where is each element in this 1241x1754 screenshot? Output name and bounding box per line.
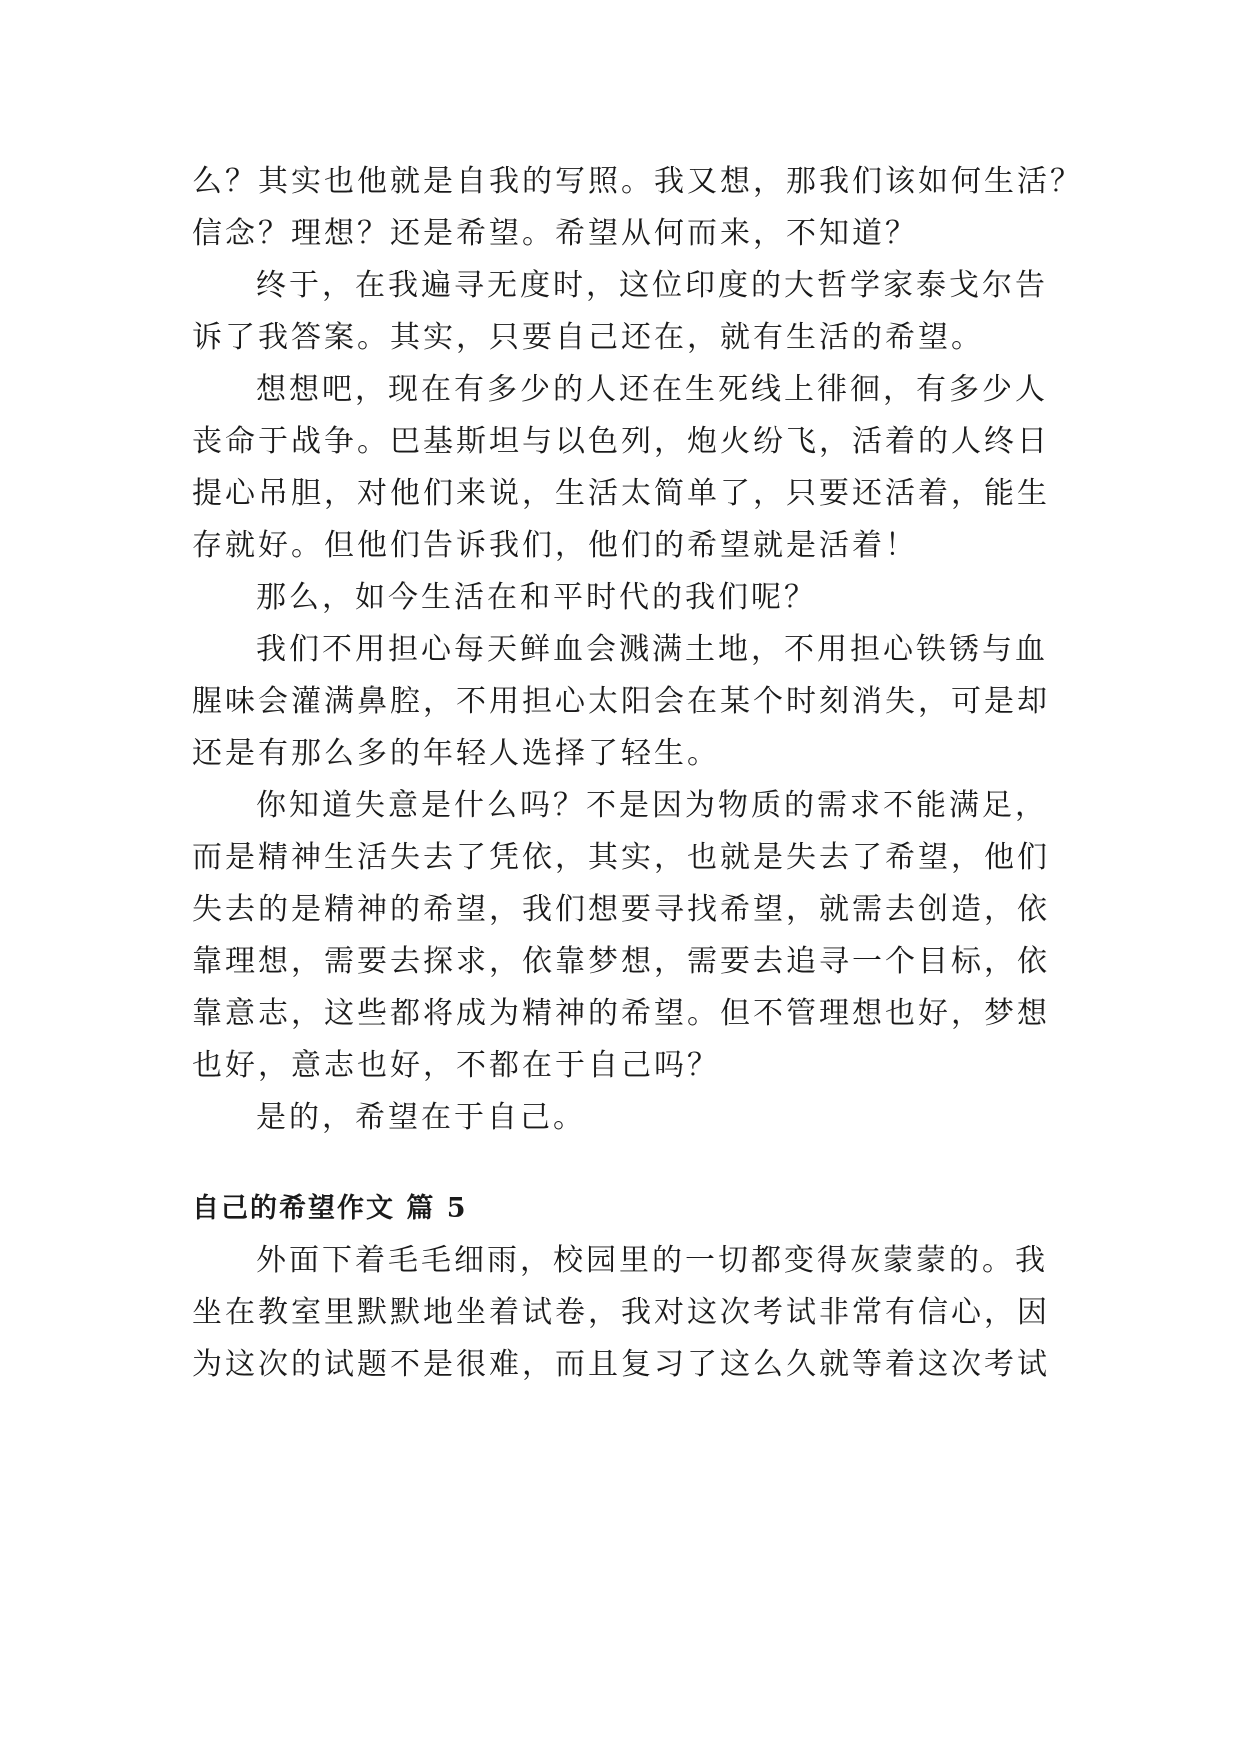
paragraph-line: 腥味会灌满鼻腔，不用担心太阳会在某个时刻消失，可是却 bbox=[192, 684, 1050, 719]
paragraph-line: 存就好。但他们告诉我们，他们的希望就是活着！ bbox=[192, 528, 918, 563]
paragraph-line: 提心吊胆，对他们来说，生活太简单了，只要还活着，能生 bbox=[192, 476, 1050, 511]
paragraph-line: 诉了我答案。其实，只要自己还在，就有生活的希望。 bbox=[192, 320, 984, 355]
paragraph-line: 而是精神生活失去了凭依，其实，也就是失去了希望，他们 bbox=[192, 840, 1050, 875]
paragraph-line: 想想吧，现在有多少的人还在生死线上徘徊，有多少人 bbox=[256, 372, 1048, 407]
paragraph-line: 丧命于战争。巴基斯坦与以色列，炮火纷飞，活着的人终日 bbox=[192, 424, 1050, 459]
paragraph-line: 靠意志，这些都将成为精神的希望。但不管理想也好，梦想 bbox=[192, 996, 1050, 1031]
paragraph-line: 失去的是精神的希望，我们想要寻找希望，就需去创造，依 bbox=[192, 892, 1050, 927]
paragraph-line: 信念？理想？还是希望。希望从何而来，不知道？ bbox=[192, 216, 918, 251]
paragraph-line: 我们不用担心每天鲜血会溅满土地，不用担心铁锈与血 bbox=[256, 632, 1048, 667]
paragraph-line: 为这次的试题不是很难，而且复习了这么久就等着这次考试 bbox=[192, 1347, 1050, 1382]
paragraph-line: 还是有那么多的年轻人选择了轻生。 bbox=[192, 736, 720, 771]
paragraph-line: 坐在教室里默默地坐着试卷，我对这次考试非常有信心，因 bbox=[192, 1295, 1050, 1330]
paragraph-line: 是的，希望在于自己。 bbox=[256, 1100, 586, 1135]
section-heading: 自己的希望作文 篇 5 bbox=[192, 1193, 468, 1224]
paragraph-line: 么？其实也他就是自我的写照。我又想，那我们该如何生活？ bbox=[192, 164, 1083, 199]
paragraph-line: 你知道失意是什么吗？不是因为物质的需求不能满足， bbox=[256, 788, 1048, 823]
paragraph-line: 那么，如今生活在和平时代的我们呢？ bbox=[256, 580, 817, 615]
paragraph-line: 外面下着毛毛细雨，校园里的一切都变得灰蒙蒙的。我 bbox=[256, 1243, 1048, 1278]
paragraph-line: 也好，意志也好，不都在于自己吗？ bbox=[192, 1048, 720, 1083]
paragraph-line: 靠理想，需要去探求，依靠梦想，需要去追寻一个目标，依 bbox=[192, 944, 1050, 979]
paragraph-line: 终于，在我遍寻无度时，这位印度的大哲学家泰戈尔告 bbox=[256, 268, 1048, 303]
